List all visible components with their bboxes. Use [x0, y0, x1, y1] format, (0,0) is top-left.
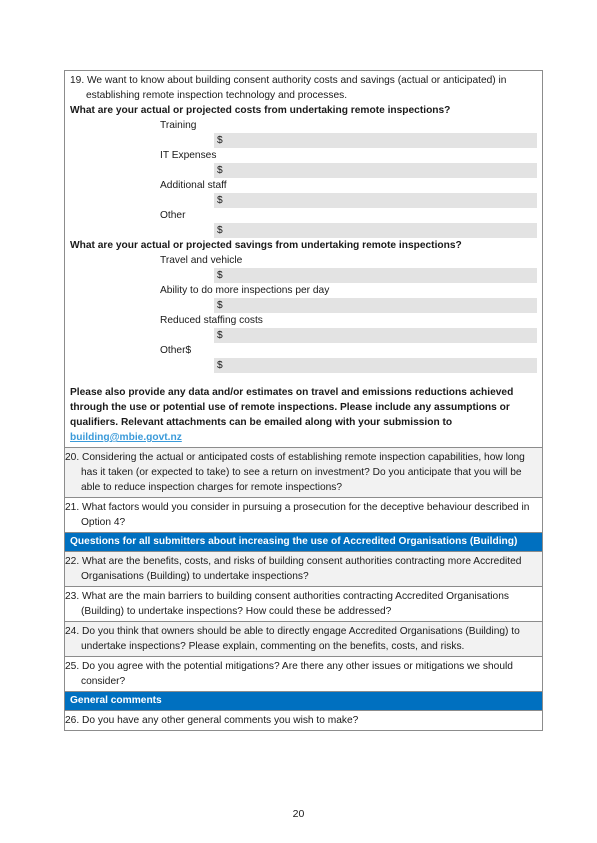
- data-note: [70, 385, 537, 445]
- q19-block: [65, 71, 542, 448]
- section-header-accredited-organisations: Questions for all submitters about increasing the use of Accredited Organisations (Building): [65, 533, 542, 552]
- saving-input-other[interactable]: $: [214, 358, 537, 373]
- q24-text: 24. Do you think that owners should be able to directly engage Accredited Organisations (Building) to undertake inspections? Please explain, commenting on the benefits, costs, and risks.: [65, 622, 542, 657]
- cost-label-it-expenses: IT Expenses: [160, 150, 217, 161]
- costs-heading: What are your actual or projected costs from undertaking remote inspections?: [70, 105, 451, 116]
- saving-input-reduced-staffing[interactable]: $: [214, 328, 537, 343]
- cost-input-additional-staff[interactable]: $: [214, 193, 537, 208]
- q26-text: 26. Do you have any other general comments you wish to make?: [65, 715, 359, 726]
- email-link[interactable]: building@mbie.govt.nz: [70, 432, 182, 443]
- q23-text: 23. What are the main barriers to building consent authorities contracting Accredited Organisations (Building) to undertake inspections? How could these be addressed?: [65, 587, 542, 622]
- saving-label-travel: Travel and vehicle: [160, 255, 243, 266]
- q22-text: 22. What are the benefits, costs, and risks of building consent authorities contracting more Accredited Organisations (Building) to undertake inspections?: [65, 552, 542, 587]
- saving-label-other: Other$: [160, 345, 192, 356]
- q19-text: 19. We want to know about building consent authority costs and savings (actual or anticipated) in establishing remote inspection technology and processes.: [70, 75, 507, 101]
- q20-text: 20. Considering the actual or anticipated costs of establishing remote inspection capabilities, how long has it taken (or expected to take) to see a return on investment? Do you anticipate that you will be able to reduce inspection charges for remote inspections?: [65, 448, 542, 498]
- saving-input-travel[interactable]: $: [214, 268, 537, 283]
- saving-input-more-inspections[interactable]: $: [214, 298, 537, 313]
- savings-heading: What are your actual or projected savings from undertaking remote inspections?: [70, 240, 462, 251]
- section-header-general-comments: General comments: [65, 692, 542, 711]
- saving-label-more-inspections: Ability to do more inspections per day: [160, 285, 330, 296]
- cost-label-training: Training: [160, 120, 197, 131]
- cost-input-other[interactable]: $: [214, 223, 537, 238]
- q21-text: 21. What factors would you consider in pursuing a prosecution for the deceptive behaviour described in Option 4?: [65, 498, 542, 533]
- cost-input-it-expenses[interactable]: $: [214, 163, 537, 178]
- data-note-text: Please also provide any data and/or estimates on travel and emissions reductions achieved through the use or potential use of remote inspections. Please include any assumptions or qualifiers. Relevant attachments can be emailed along with your submission to: [70, 387, 514, 428]
- cost-label-additional-staff: Additional staff: [160, 180, 227, 191]
- q25-text: 25. Do you agree with the potential mitigations? Are there any other issues or mitigations we should consider?: [65, 657, 542, 692]
- cost-input-training[interactable]: $: [214, 133, 537, 148]
- page-number: 20: [292, 808, 305, 820]
- saving-label-reduced-staffing: Reduced staffing costs: [160, 315, 263, 326]
- cost-label-other: Other: [160, 210, 186, 221]
- submission-form-table: [64, 70, 543, 731]
